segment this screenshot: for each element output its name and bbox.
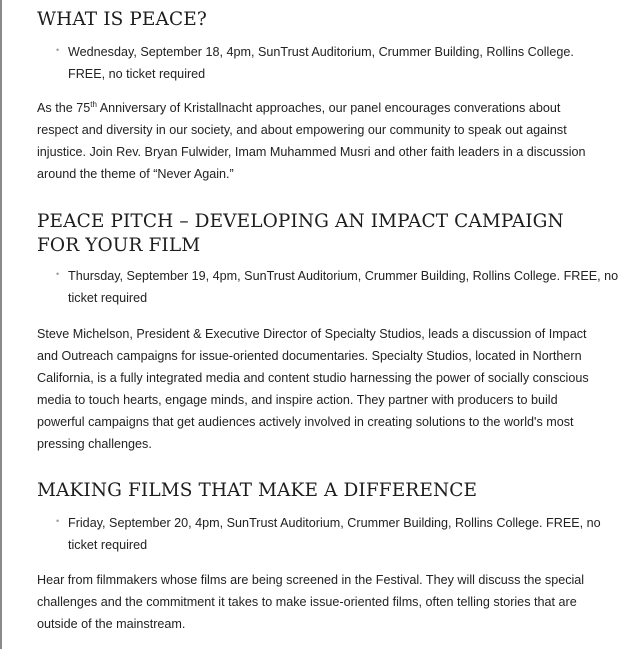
event-details-text: Wednesday, September 18, 4pm, SunTrust Auditorium, Crummer Building, Rollins College. FREE, no ticket required (68, 45, 574, 81)
description-text-start: As the 75 (37, 101, 91, 115)
event-details-item (37, 512, 628, 556)
section-title-making-films: MAKING FILMS THAT MAKE A DIFFERENCE (37, 480, 478, 501)
event-details-item (37, 265, 628, 309)
section-title-peace-pitch: PEACE PITCH – DEVELOPING AN IMPACT CAMPAIGN FOR YOUR FILM (37, 211, 564, 256)
event-details-item (37, 41, 588, 85)
event-details-text: Thursday, September 19, 4pm, SunTrust Auditorium, Crummer Building, Rollins College. FREE, no ticket required (68, 269, 619, 305)
bullet-icon: • (56, 516, 60, 526)
section-description: Hear from filmmakers whose films are being screened in the Festival. They will discuss the special challenges and the commitment it takes to make issue-oriented films, often telling stories that are outside of the mainstream. (37, 573, 585, 631)
event-details-text: Friday, September 20, 4pm, SunTrust Auditorium, Crummer Building, Rollins College. FREE, no ticket required (68, 516, 601, 552)
section-description: Steve Michelson, President & Executive Director of Specialty Studios, leads a discussion of Impact and Outreach campaigns for issue-oriented documentaries. Specialty Studios, located in Northern California, is a fully integrated media and content studio harnessing the power of socially conscious media to touch hearts, engage minds, and inspire action. They partner with producers to build powerful campaigns that get audiences actively involved in creating solutions to the world's most pressing challenges. (37, 327, 589, 451)
page-left-border (0, 0, 2, 649)
description-text-end: Anniversary of Kristallnacht approaches, our panel encourages converations about respect and diversity in our society, and about empowering our community to speak out against injustice. Join Rev. Bryan Fulwider, Imam Muhammed Musri and other faith leaders in a discussion around the theme of “Never Again.” (37, 101, 586, 181)
section-description (37, 97, 597, 185)
bullet-icon: • (56, 269, 60, 279)
ordinal-superscript: th (90, 100, 97, 109)
bullet-icon: • (56, 45, 60, 55)
section-title-what-is-peace: WHAT IS PEACE? (37, 9, 207, 30)
